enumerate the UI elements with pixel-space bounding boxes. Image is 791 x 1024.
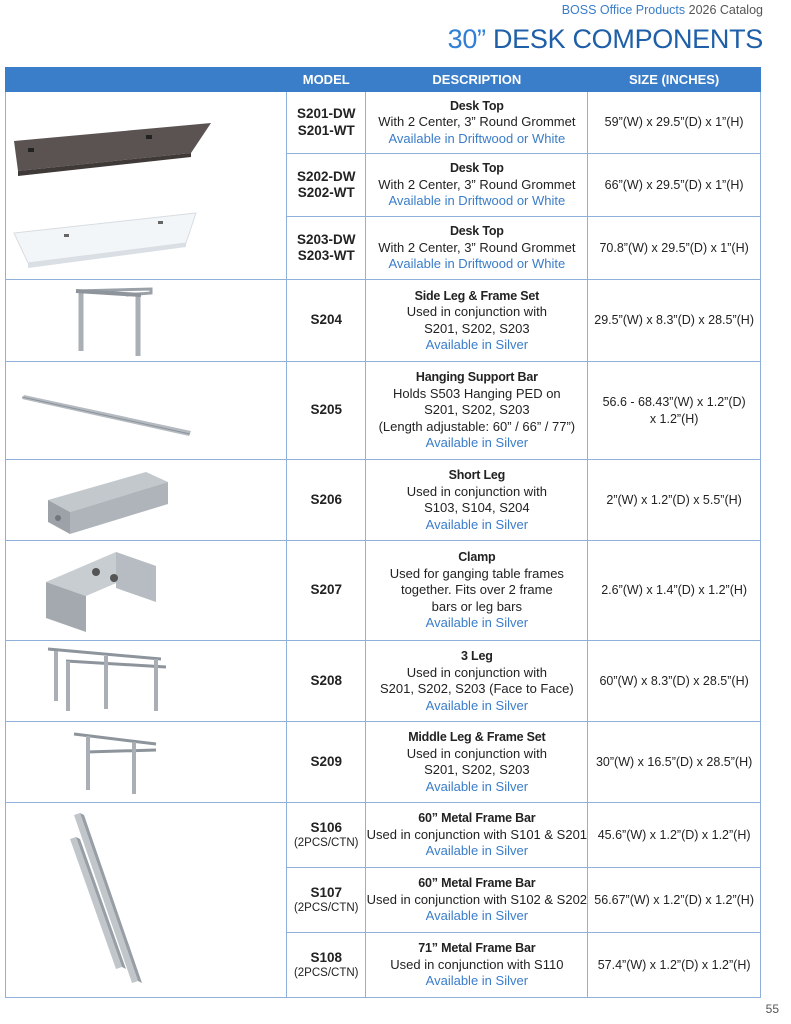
- short-leg-image: [6, 460, 287, 541]
- product-title: 71” Metal Frame Bar: [418, 941, 536, 956]
- model-cell: [287, 217, 366, 280]
- page-title-text: DESK COMPONENTS: [492, 24, 763, 54]
- size-column-header: SIZE (INCHES): [588, 68, 761, 92]
- table-row: [6, 280, 761, 362]
- model-code-alt: S202-WT: [297, 185, 355, 200]
- model-cell: [287, 154, 366, 217]
- product-title: Clamp: [458, 550, 496, 565]
- page-title: [448, 24, 763, 55]
- clamp-image: [6, 541, 287, 641]
- product-title: Middle Leg & Frame Set: [408, 730, 546, 744]
- size-cell: 2”(W) x 1.2”(D) x 5.5”(H): [588, 460, 761, 541]
- size-cell: 56.67”(W) x 1.2”(D) x 1.2”(H): [588, 868, 761, 933]
- size-line: x 1.2”(H): [649, 411, 699, 426]
- table-row: [6, 803, 761, 868]
- model-cell: [287, 92, 366, 154]
- model-code: S202-DW: [296, 168, 356, 184]
- availability: Available in Silver: [425, 778, 529, 794]
- table-row: [6, 362, 761, 460]
- table-row: [6, 722, 761, 803]
- table-row: [6, 92, 761, 154]
- model-cell: S205: [287, 362, 366, 460]
- size-line: 56.6 - 68.43”(W) x 1.2”(D): [602, 395, 746, 409]
- availability: Available in Driftwood or White: [388, 256, 566, 272]
- description-cell: [366, 722, 588, 803]
- description-cell: [366, 803, 588, 868]
- description-cell: [366, 641, 588, 722]
- size-cell: 2.6”(W) x 1.4”(D) x 1.2”(H): [588, 541, 761, 641]
- model-cell: [287, 933, 366, 998]
- model-code: S203-DW: [296, 231, 356, 247]
- frame-bar-illustration: [6, 803, 286, 997]
- description-line: S201, S202, S203: [424, 762, 530, 777]
- description-column-header: DESCRIPTION: [366, 68, 588, 92]
- model-cell: [287, 868, 366, 933]
- catalog-year: 2026 Catalog: [688, 3, 763, 17]
- description-line: Used in conjunction with: [406, 664, 547, 680]
- description-cell: [366, 460, 588, 541]
- description-cell: [366, 362, 588, 460]
- availability: Available in Silver: [425, 435, 529, 451]
- short-leg-illustration: [6, 460, 286, 540]
- frame-bar-image: [6, 803, 287, 998]
- model-cell: [287, 803, 366, 868]
- size-cell: 66”(W) x 29.5”(D) x 1”(H): [588, 154, 761, 217]
- description-line: Used in conjunction with S110: [390, 956, 564, 972]
- catalog-header: [562, 3, 763, 17]
- size-cell: 30”(W) x 16.5”(D) x 28.5”(H): [588, 722, 761, 803]
- availability: Available in Driftwood or White: [388, 130, 566, 146]
- size-cell: 60”(W) x 8.3”(D) x 28.5”(H): [588, 641, 761, 722]
- description-line: With 2 Center, 3” Round Grommet: [378, 176, 576, 192]
- model-cell: S206: [287, 460, 366, 541]
- product-title: 3 Leg: [461, 649, 493, 663]
- product-title: Side Leg & Frame Set: [414, 288, 540, 303]
- pack-quantity: (2PCS/CTN): [293, 901, 359, 914]
- size-cell: 59”(W) x 29.5”(D) x 1”(H): [588, 92, 761, 154]
- model-cell: S209: [287, 722, 366, 803]
- description-line: With 2 Center, 3” Round Grommet: [378, 114, 576, 130]
- three-leg-image: [6, 641, 287, 722]
- description-cell: [366, 217, 588, 280]
- table-row: [6, 460, 761, 541]
- product-title: 60” Metal Frame Bar: [418, 811, 536, 826]
- table-row: [6, 541, 761, 641]
- description-line: S201, S202, S203: [424, 402, 530, 418]
- description-line: Holds S503 Hanging PED on: [393, 385, 561, 401]
- product-title: Desk Top: [449, 224, 504, 239]
- description-cell: [366, 933, 588, 998]
- brand-name: BOSS Office Products: [561, 3, 686, 17]
- availability: Available in Silver: [425, 697, 529, 713]
- side-leg-image: [6, 280, 287, 362]
- desk-top-illustration: [6, 93, 286, 279]
- support-bar-image: [6, 362, 287, 460]
- model-column-header: MODEL: [287, 68, 366, 92]
- model-cell: S208: [287, 641, 366, 722]
- availability: Available in Silver: [425, 973, 529, 989]
- description-line: Used in conjunction with: [406, 745, 547, 761]
- support-bar-illustration: [6, 363, 286, 459]
- page-title-size: 30”: [447, 24, 486, 54]
- description-line: S103, S104, S204: [424, 500, 530, 515]
- desk-top-image: [6, 92, 287, 280]
- page-number: 55: [765, 1002, 779, 1016]
- model-cell: S204: [287, 280, 366, 362]
- description-cell: [366, 92, 588, 154]
- description-line: (Length adjustable: 60” / 66” / 77”): [378, 418, 576, 434]
- size-cell: 57.4”(W) x 1.2”(D) x 1.2”(H): [588, 933, 761, 998]
- availability: Available in Silver: [425, 615, 529, 631]
- availability: Available in Silver: [425, 516, 529, 532]
- availability: Available in Silver: [425, 843, 529, 859]
- model-code-alt: S203-WT: [297, 248, 355, 263]
- description-line: together. Fits over 2 frame: [400, 582, 553, 598]
- size-cell: 45.6”(W) x 1.2”(D) x 1.2”(H): [588, 803, 761, 868]
- description-line: bars or leg bars: [431, 598, 522, 614]
- table-header-row: [6, 68, 761, 92]
- pack-quantity: (2PCS/CTN): [293, 836, 359, 849]
- description-line: Used in conjunction with: [406, 483, 547, 499]
- description-line: Used in conjunction with S101 & S201: [366, 826, 588, 842]
- model-code: S106: [310, 820, 342, 836]
- description-line: Used in conjunction with S102 & S202: [366, 891, 588, 907]
- model-code: S201-DW: [296, 106, 356, 121]
- description-line: Used in conjunction with: [406, 304, 547, 319]
- image-column-header: [6, 68, 287, 92]
- product-title: 60” Metal Frame Bar: [418, 876, 536, 891]
- model-code-alt: S201-WT: [297, 122, 355, 138]
- components-table: [5, 67, 761, 998]
- model-cell: S207: [287, 541, 366, 641]
- side-leg-illustration: [6, 281, 286, 361]
- availability: Available in Silver: [425, 908, 529, 924]
- pack-quantity: (2PCS/CTN): [293, 966, 359, 979]
- product-title: Hanging Support Bar: [415, 370, 538, 385]
- three-leg-illustration: [6, 641, 286, 721]
- size-cell: 70.8”(W) x 29.5”(D) x 1”(H): [588, 217, 761, 280]
- middle-leg-image: [6, 722, 287, 803]
- clamp-illustration: [6, 542, 286, 640]
- table-row: [6, 641, 761, 722]
- description-cell: [366, 541, 588, 641]
- description-cell: [366, 868, 588, 933]
- product-title: Desk Top: [449, 161, 504, 176]
- middle-leg-illustration: [6, 722, 286, 802]
- model-code: S108: [310, 950, 342, 966]
- description-line: Used for ganging table frames: [389, 565, 564, 581]
- description-line: S201, S202, S203 (Face to Face): [380, 681, 574, 696]
- size-cell: 29.5”(W) x 8.3”(D) x 28.5”(H): [588, 280, 761, 362]
- description-line: With 2 Center, 3” Round Grommet: [378, 239, 576, 255]
- size-cell: [588, 362, 761, 460]
- availability: Available in Driftwood or White: [388, 193, 566, 209]
- model-code: S107: [310, 885, 342, 901]
- availability: Available in Silver: [425, 337, 529, 352]
- description-cell: [366, 154, 588, 217]
- product-title: Desk Top: [449, 98, 504, 113]
- description-cell: [366, 280, 588, 362]
- description-line: S201, S202, S203: [424, 320, 530, 336]
- product-title: Short Leg: [448, 468, 506, 482]
